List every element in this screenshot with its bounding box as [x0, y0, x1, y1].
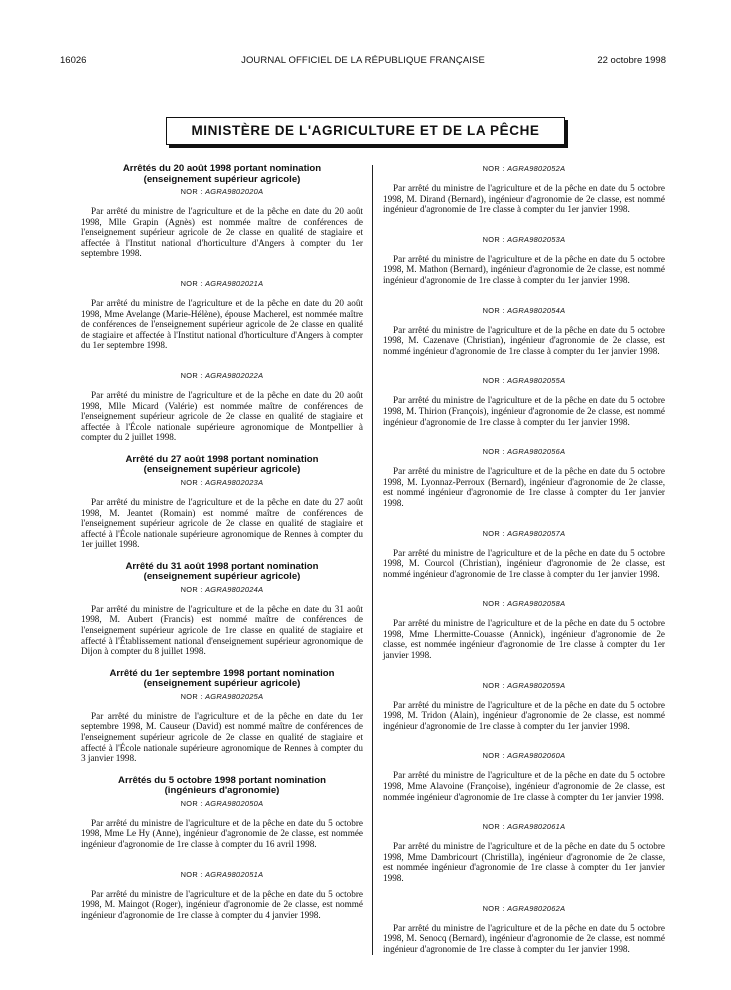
decree-entry — [81, 585, 363, 657]
nor-reference — [383, 447, 665, 456]
decree-text: Par arrêté du ministre de l'agriculture et de la pêche en date du 5 octobre 1998, Mme Le Hy (Anne), ingénieur d'agronomie de 2e classe, est nommée ingénieur d'agronomie de 1re classe à compter du 16 avril 1998. — [81, 817, 363, 849]
section-heading — [81, 562, 363, 583]
decree-text: Par arrêté du ministre de l'agriculture et de la pêche en date du 5 octobre 1998, M. Dirand (Bernard), ingénieur d'agronomie de 2e classe, est nommé ingénieur d'agronomie de 1re classe à compter du 1er janvier 1998. — [383, 183, 665, 215]
decree-entry — [81, 870, 363, 921]
decree-entry — [383, 529, 665, 580]
decree-entry — [383, 599, 665, 660]
nor-reference — [81, 187, 363, 196]
section-title: Arrêtés du 20 août 1998 portant nomination — [122, 163, 322, 174]
decree-entry — [81, 279, 363, 351]
section-title: Arrêté du 31 août 1998 portant nomination — [125, 560, 319, 572]
nor-code: AGRA9802061A — [507, 822, 566, 832]
issue-date: 22 octobre 1998 — [597, 55, 666, 66]
nor-label: NOR : — [482, 305, 505, 315]
nor-label: NOR : — [482, 376, 505, 386]
nor-code: AGRA9802060A — [507, 751, 566, 761]
decree-text: Par arrêté du ministre de l'agriculture et de la pêche en date du 5 octobre 1998, Mme Lhermitte-Couasse (Annick), ingénieur d'agronomie de 2e classe, est nommée ingénieur d'agronomie de 1re classe à compter du 1er janvier 1998. — [383, 618, 665, 661]
section-subtitle: (enseignement supérieur agricole) — [143, 464, 301, 476]
nor-reference — [81, 478, 363, 487]
decree-text: Par arrêté du ministre de l'agriculture et de la pêche en date du 31 août 1998, M. Aubert (Francis) est nommé maître de conférences de l'enseignement supérieur agricole de 1re classe en qualité de stagiaire et affecté à l'Établissement national d'enseignement supérieur agronomique de Dijon à compter du 8 juillet 1998. — [81, 603, 363, 657]
nor-label: NOR : — [180, 477, 203, 487]
nor-code: AGRA9802021A — [205, 278, 264, 288]
nor-code: AGRA9802059A — [507, 680, 566, 690]
nor-code: AGRA9802055A — [507, 376, 566, 386]
nor-label: NOR : — [482, 234, 505, 244]
nor-label: NOR : — [180, 691, 203, 701]
nor-reference — [81, 371, 363, 380]
section-title: Arrêté du 27 août 1998 portant nomination — [125, 453, 319, 465]
decree-text: Par arrêté du ministre de l'agriculture et de la pêche en date du 5 octobre 1998, M. Maingot (Roger), ingénieur d'agronomie de 2e classe, est nommé ingénieur d'agronomie de 1re classe à compter du 4 janvier 1998. — [81, 888, 363, 920]
nor-code: AGRA9802024A — [205, 584, 264, 594]
nor-label: NOR : — [482, 447, 505, 457]
decree-entry — [383, 306, 665, 357]
section-heading — [81, 455, 363, 476]
nor-code: AGRA9802052A — [507, 164, 566, 173]
decree-text: Par arrêté du ministre de l'agriculture et de la pêche en date du 5 octobre 1998, M. Tridon (Alain), ingénieur d'agronomie de 2e classe, est nommé ingénieur d'agronomie de 1re classe à compter du 1er janvier 1998. — [383, 699, 665, 731]
decree-text: Par arrêté du ministre de l'agriculture et de la pêche en date du 5 octobre 1998, M. Senocq (Bernard), ingénieur d'agronomie de 2e classe, est nommé ingénieur d'agronomie de 1re classe à compter du 1er janvier 1998. — [383, 922, 665, 954]
nor-code: AGRA9802053A — [507, 234, 566, 244]
section-subtitle: (enseignement supérieur agricole) — [143, 173, 301, 185]
nor-code: AGRA9802023A — [205, 477, 264, 487]
decree-text: Par arrêté du ministre de l'agriculture et de la pêche en date du 5 octobre 1998, M. Cazenave (Christian), ingénieur d'agronomie de 2e classe, est nommé ingénieur d'agronomie de 1re classe à compter du 1er janvier 1998. — [383, 324, 665, 356]
decree-text: Par arrêté du ministre de l'agriculture et de la pêche en date du 20 août 1998, Mlle Micard (Valérie) est nommée maître de conférences de l'enseignement supérieur agricole de 2e classe en qualité de stagiaire et affectée à l'École nationale supérieure agronomique de Montpellier à compter du 2 juillet 1998. — [81, 389, 363, 443]
journal-title: JOURNAL OFFICIEL DE LA RÉPUBLIQUE FRANÇAISE — [241, 55, 485, 66]
decree-entry — [81, 478, 363, 550]
decree-text: Par arrêté du ministre de l'agriculture et de la pêche en date du 5 octobre 1998, Mme Dambricourt (Christilla), ingénieur d'agronomie de 2e classe, est nommée ingénieur d'agronomie de 1re classe à compter du 1er janvier 1998. — [383, 841, 665, 883]
section-subtitle: (enseignement supérieur agricole) — [143, 571, 301, 583]
decree-entry — [383, 164, 665, 215]
nor-reference — [81, 692, 363, 701]
nor-code: AGRA9802062A — [507, 903, 566, 913]
decree-entry — [383, 904, 665, 955]
decree-text: Par arrêté du ministre de l'agriculture et de la pêche en date du 5 octobre 1998, M. Courcol (Christian), ingénieur d'agronomie de 2e classe, est nommé ingénieur d'agronomie de 1re classe à compter du 1er janvier 1998. — [383, 547, 665, 579]
decree-entry — [383, 822, 665, 883]
left-column — [81, 164, 363, 920]
nor-reference — [81, 870, 363, 879]
page-number: 16026 — [60, 55, 87, 66]
nor-label: NOR : — [482, 822, 505, 832]
nor-code: AGRA9802054A — [507, 305, 566, 315]
decree-entry — [81, 692, 363, 764]
nor-reference — [383, 306, 665, 315]
decree-entry — [383, 376, 665, 427]
nor-label: NOR : — [180, 187, 203, 196]
nor-label: NOR : — [482, 903, 505, 913]
nor-reference — [383, 822, 665, 831]
nor-code: AGRA9802050A — [205, 798, 264, 808]
decree-section — [81, 455, 363, 550]
nor-reference — [81, 799, 363, 808]
nor-label: NOR : — [180, 798, 203, 808]
section-heading — [81, 669, 363, 690]
nor-reference — [383, 235, 665, 244]
nor-label: NOR : — [482, 751, 505, 761]
section-subtitle: (enseignement supérieur agricole) — [143, 678, 301, 690]
section-title: Arrêté du 1er septembre 1998 portant nomination — [109, 667, 335, 679]
nor-code: AGRA9802020A — [205, 187, 264, 196]
decree-text: Par arrêté du ministre de l'agriculture et de la pêche en date du 1er septembre 1998, M. Causeur (David) est nommé maître de conférences de l'enseignement supérieur agricole de 2e classe en qualité de stagiaire et affecté à l'École nationale supérieure agronomique de Rennes à compter du 3 janvier 1998. — [81, 710, 363, 764]
nor-code: AGRA9802022A — [205, 370, 264, 380]
nor-label: NOR : — [180, 869, 203, 879]
decree-entry — [81, 187, 363, 259]
decree-text: Par arrêté du ministre de l'agriculture et de la pêche en date du 5 octobre 1998, M. Lyonnaz-Perroux (Bernard), ingénieur d'agronomie de 2e classe, est nommé ingénieur d'agronomie de 1re classe à compter du 1er janvier 1998. — [383, 466, 665, 508]
nor-reference — [383, 529, 665, 538]
decree-text: Par arrêté du ministre de l'agriculture et de la pêche en date du 27 août 1998, M. Jeantet (Romain) est nommé maître de conférences de l'enseignement supérieur agricole de 2e classe en qualité de stagiaire et affecté à l'École nationale supérieure agronomique de Rennes à compter du 1er juillet 1998. — [81, 496, 363, 550]
decree-text: Par arrêté du ministre de l'agriculture et de la pêche en date du 5 octobre 1998, M. Thirion (François), ingénieur d'agronomie de 2e classe, est nommé ingénieur d'agronomie de 1re classe à compter du 1er janvier 1998. — [383, 395, 665, 427]
nor-reference — [81, 585, 363, 594]
decree-section — [81, 164, 363, 443]
decree-entry — [383, 235, 665, 286]
decree-text: Par arrêté du ministre de l'agriculture et de la pêche en date du 5 octobre 1998, Mme Alavoine (Françoise), ingénieur d'agronomie de 2e classe, est nommée ingénieur d'agronomie de 1re classe à compter du 1er janvier 1998. — [383, 770, 665, 802]
nor-label: NOR : — [482, 164, 505, 173]
decree-text: Par arrêté du ministre de l'agriculture et de la pêche en date du 20 août 1998, Mme Avelange (Marie-Hélène), épouse Macherel, est nommée maître de conférences de l'enseignement supérieur agricole de 2e classe en qualité de stagiaire et affectée à l'Institut national d'horticulture d'Angers à compter du 1er septembre 1998. — [81, 297, 363, 351]
decree-section — [81, 669, 363, 764]
nor-label: NOR : — [180, 584, 203, 594]
decree-entry — [81, 799, 363, 850]
nor-reference — [81, 279, 363, 288]
nor-code: AGRA9802056A — [507, 447, 566, 457]
decree-entry — [383, 681, 665, 732]
nor-reference — [383, 376, 665, 385]
decree-text: Par arrêté du ministre de l'agriculture et de la pêche en date du 20 août 1998, Mlle Grapin (Agnès) est nommée maître de conférences de l'enseignement supérieur agricole de 2e classe en qualité de stagiaire et affectée à l'Institut national d'horticulture d'Angers à compter du 1er septembre 1998. — [81, 206, 363, 259]
nor-label: NOR : — [180, 370, 203, 380]
decree-section — [81, 776, 363, 921]
nor-code: AGRA9802058A — [507, 599, 566, 609]
nor-label: NOR : — [482, 680, 505, 690]
right-column — [383, 164, 665, 954]
section-heading — [81, 776, 363, 797]
nor-reference — [383, 751, 665, 760]
decree-entry — [81, 371, 363, 443]
decree-entry — [383, 447, 665, 508]
nor-code: AGRA9802057A — [507, 528, 566, 538]
decree-entry — [383, 751, 665, 802]
column-divider — [372, 165, 373, 955]
section-title: Arrêtés du 5 octobre 1998 portant nomination — [118, 774, 326, 786]
ministry-banner: MINISTÈRE DE L'AGRICULTURE ET DE LA PÊCHE — [166, 117, 565, 145]
decree-text: Par arrêté du ministre de l'agriculture et de la pêche en date du 5 octobre 1998, M. Mathon (Bernard), ingénieur d'agronomie de 2e classe, est nommé ingénieur d'agronomie de 1re classe à compter du 1er janvier 1998. — [383, 253, 665, 285]
nor-reference — [383, 904, 665, 913]
nor-reference — [383, 681, 665, 690]
nor-code: AGRA9802051A — [205, 869, 264, 879]
running-header — [60, 55, 666, 69]
nor-reference — [383, 164, 665, 173]
decree-section — [81, 562, 363, 657]
nor-label: NOR : — [482, 599, 505, 609]
nor-label: NOR : — [180, 278, 203, 288]
section-subtitle: (ingénieurs d'agronomie) — [164, 785, 280, 797]
nor-code: AGRA9802025A — [205, 691, 264, 701]
section-heading — [81, 164, 363, 185]
nor-label: NOR : — [482, 528, 505, 538]
nor-reference — [383, 599, 665, 608]
